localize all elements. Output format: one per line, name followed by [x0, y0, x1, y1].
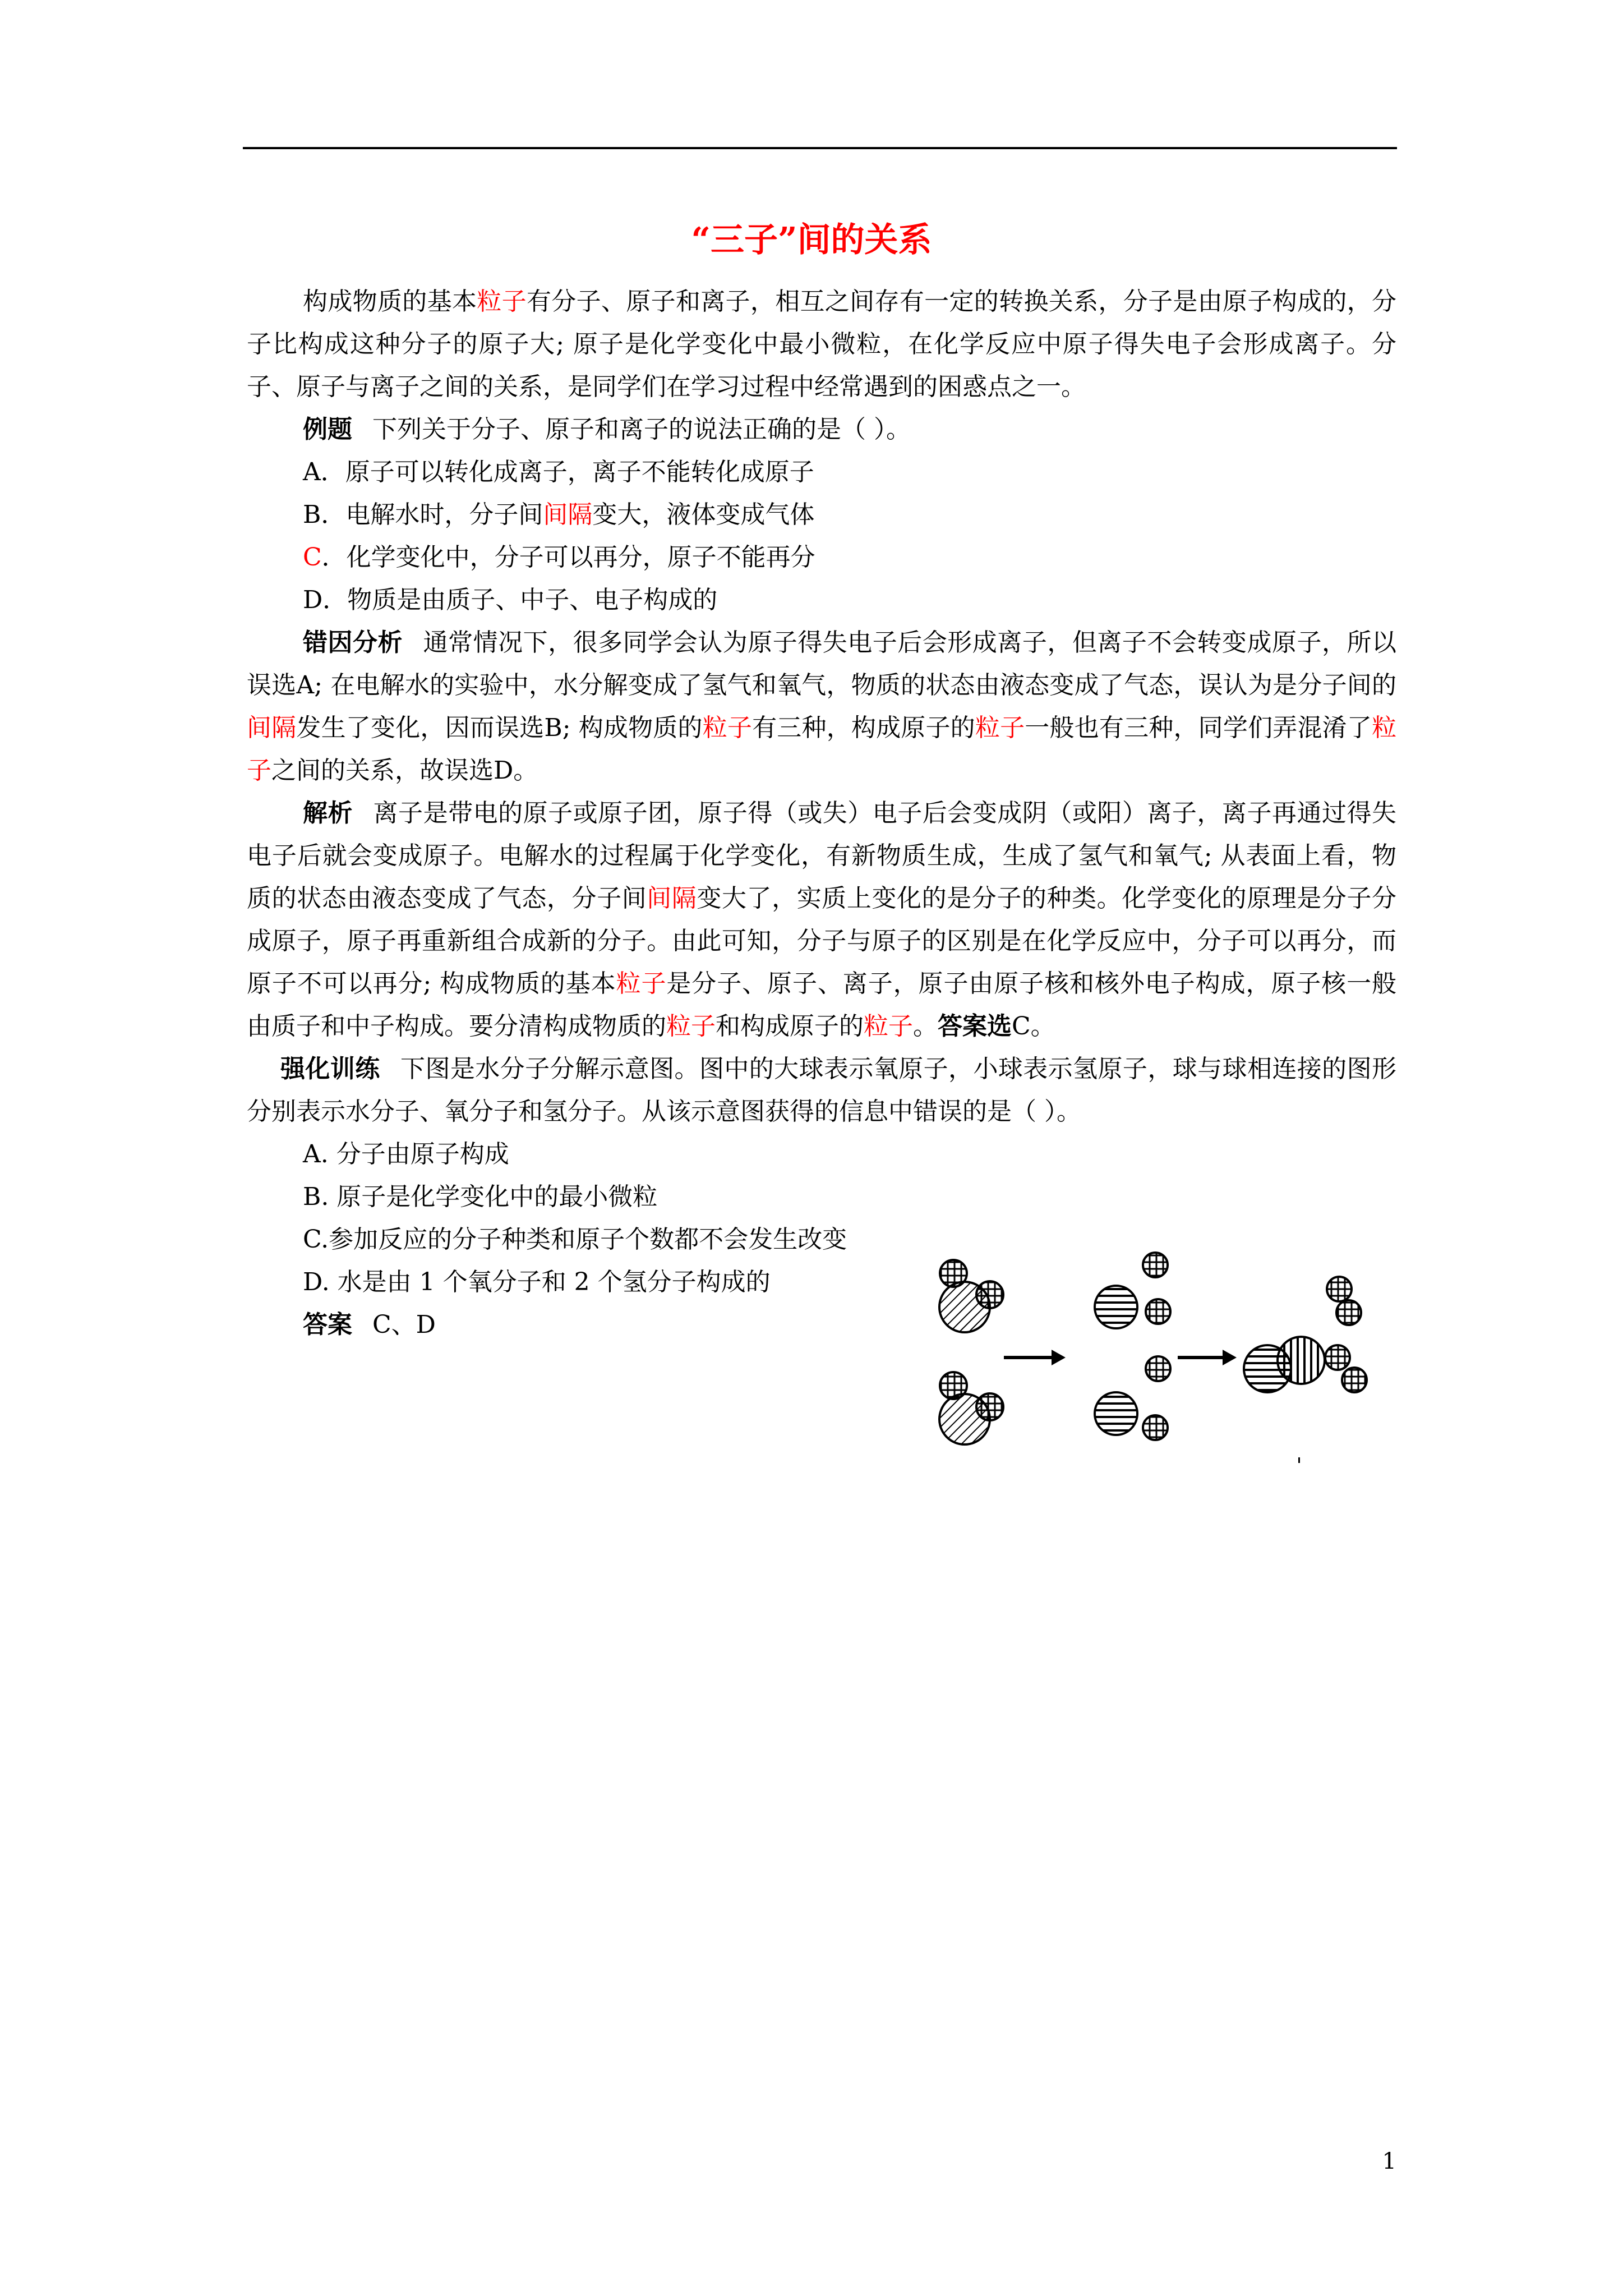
- correct-option-letter: C: [303, 543, 322, 572]
- practice-option-b: B. 原子是化学变化中的最小微粒: [303, 1182, 658, 1211]
- hydrogen-molecule: [1325, 1345, 1367, 1392]
- analysis-paragraph: [247, 792, 1396, 1048]
- water-decomposition-diagram: [931, 1245, 1374, 1470]
- example-option-c: [247, 536, 1396, 579]
- example-question-text: 下列关于分子、原子和离子的说法正确的是（ ）。: [372, 415, 911, 444]
- highlight-term: 粒子: [666, 1012, 716, 1041]
- water-molecule: [939, 1260, 1003, 1332]
- page-title: “三子”间的关系: [691, 220, 932, 260]
- answer-value: C、D: [372, 1310, 436, 1339]
- answer-label: 答案选: [938, 1012, 1012, 1041]
- highlight-term: 间隔: [647, 884, 697, 913]
- paragraph-text: 和构成原子的: [716, 1012, 864, 1041]
- error-analysis-label: 错因分析: [303, 628, 403, 657]
- highlight-term: 粒子: [247, 714, 1397, 785]
- header-rule: [243, 147, 1397, 149]
- water-molecule: [939, 1372, 1003, 1444]
- example-option-a: A．原子可以转化成离子，离子不能转化成原子: [303, 458, 814, 486]
- highlight-term: 粒子: [702, 714, 753, 742]
- practice-question-text: 下图是水分子分解示意图。图中的大球表示氧原子，小球表示氢原子，球与球相连接的图形分别表示水分子、氧分子和氢分子。从该示意图获得的信息中错误的是（ ）。: [247, 1055, 1397, 1126]
- highlight-term: 粒子: [975, 714, 1025, 742]
- practice-option-d: D. 水是由 1 个氧分子和 2 个氢分子构成的: [303, 1268, 771, 1296]
- paragraph-text: 发生了变化，因而误选B; 构成物质的: [296, 714, 703, 742]
- answer-label: 答案: [303, 1310, 352, 1339]
- example-option-d: D．物质是由质子、中子、电子构成的: [303, 586, 718, 614]
- arrow-icon: [1004, 1350, 1066, 1365]
- highlight-term: 粒子: [477, 287, 527, 316]
- option-text: ．化学变化中，分子可以再分，原子不能再分: [321, 543, 815, 572]
- example-question: [247, 408, 1396, 451]
- paragraph-text: 是分子、原子、离子，原子由原子核和核外电子构成，原子核一般由质子和中子构成。要分清构成物质的: [247, 969, 1397, 1041]
- practice-option-a: A. 分子由原子构成: [303, 1140, 509, 1168]
- paragraph-text: 。: [913, 1012, 938, 1041]
- highlight-term: 间隔: [247, 714, 297, 742]
- example-option-b: [247, 494, 1396, 536]
- intro-text: 有分子、原子和离子，相互之间存有一定的转换关系，分子是由原子构成的，分子比构成这种分子的原子大; 原子是化学变化中最小微粒，在化学反应中原子得失电子会形成离子。分子、原子与离子之间的关系，是同学们在学习过程中经常遇到的困惑点之一。: [247, 287, 1397, 401]
- page-number: 1: [1382, 2148, 1396, 2174]
- analysis-label: 解析: [303, 799, 353, 827]
- paragraph-text: 离子是带电的原子或原子团，原子得（或失）电子后会变成阴（或阳）离子，离子再通过得失电子后就会变成原子。电解水的过程属于化学变化，有新物质生成，生成了氢气和氧气; 从表面上看，物质的状态由液态变成了气态，分子间: [247, 799, 1397, 913]
- error-analysis-paragraph: [247, 622, 1396, 792]
- option-text: 变大，液体变成气体: [592, 500, 815, 529]
- option-text: B．电解水时，分子间: [303, 500, 543, 529]
- oxygen-molecule: [1244, 1337, 1325, 1392]
- arrow-icon: [1178, 1350, 1237, 1365]
- paragraph-text: 变大了，实质上变化的是分子的种类。化学变化的原理是分子分成原子，原子再重新组合成新的分子。由此可知，分子与原子的区别是在化学反应中，分子可以再分，而原子不可以再分; 构成物质的基本: [247, 884, 1397, 998]
- practice-label: 强化训练: [280, 1055, 380, 1083]
- hydrogen-molecule: [1327, 1277, 1361, 1325]
- highlight-term: 粒子: [616, 969, 667, 998]
- highlight-term: 粒子: [864, 1012, 913, 1041]
- practice-question: [247, 1048, 1396, 1133]
- document-body: [247, 280, 1396, 1346]
- paragraph-text: 通常情况下，很多同学会认为原子得失电子后会形成离子，但离子不会转变成原子，所以误选A; 在电解水的实验中，水分解变成了氢气和氧气，物质的状态由液态变成了气态，误认为是分子间的: [247, 628, 1396, 700]
- paragraph-text: 之间的关系，故误选D。: [271, 756, 538, 785]
- separated-atoms: [1095, 1253, 1170, 1440]
- answer-value: C。: [1012, 1012, 1055, 1041]
- highlight-term: 间隔: [543, 500, 593, 529]
- paragraph-text: 一般也有三种，同学们弄混淆了: [1025, 714, 1372, 742]
- paragraph-text: 有三种，构成原子的: [752, 714, 975, 742]
- intro-paragraph: [247, 280, 1396, 408]
- example-label: 例题: [303, 415, 352, 444]
- practice-option-c: C.参加反应的分子种类和原子个数都不会发生改变: [303, 1225, 847, 1254]
- intro-text: 构成物质的基本: [303, 287, 477, 316]
